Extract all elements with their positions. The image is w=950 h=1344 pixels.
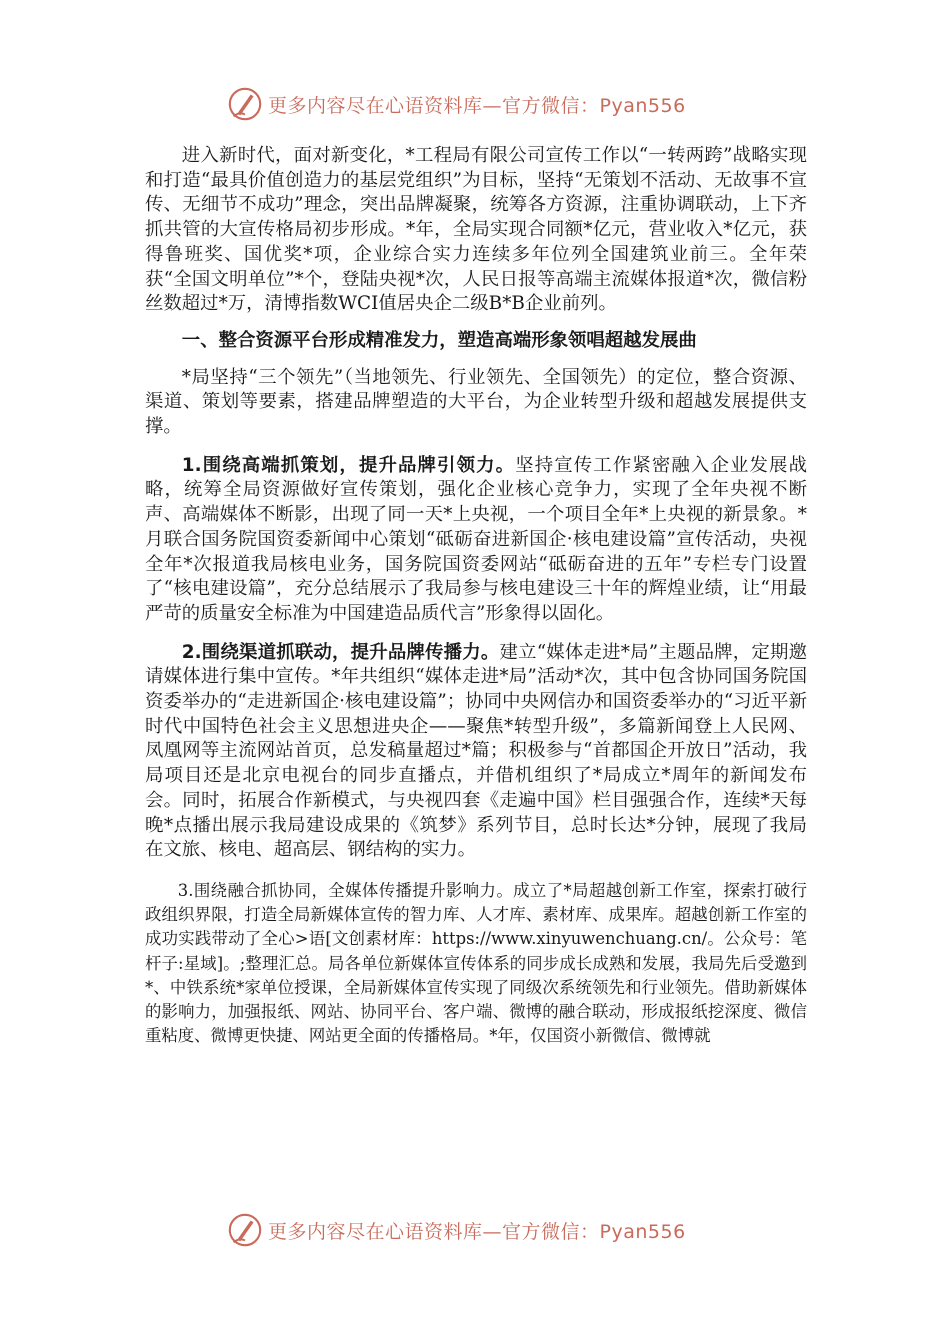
item-1-paragraph (145, 454, 807, 627)
pen-logo-icon (226, 1211, 264, 1249)
watermark-wechat-id: Pyan556 (599, 1220, 686, 1243)
item-2-body: 建立“媒体走进*局”主题品牌，定期邀请媒体进行集中宣传。*年共组织“媒体走进*局”活动*次，其中包含协同国务院国资委举办的“走进新国企·核电建设篇”；协同中央网信办和国资委举办的“习近平新时代中国特色社会主义思想进央企——聚焦*转型升级”，多篇新闻登上人民网、凤凰网等主流网站首页，总发稿量超过*篇；积极参与“首都国企开放日”活动，我局项目还是北京电视台的同步直播点，并借机组织了*局成立*周年的新闻发布会。同时，拓展合作新模式，与央视四套《走遍中国》栏目强强合作，连续*天每晚*点播出展示我局建设成果的《筑梦》系列节目，总时长达*分钟，展现了我局在文旅、核电、超高层、钢结构的实力。 (145, 641, 807, 861)
watermark-footer (226, 1210, 746, 1250)
watermark-text (268, 91, 686, 118)
item-3-paragraph: 3.围绕融合抓协同，全媒体传播提升影响力。成立了*局超越创新工作室，探索打破行政组织界限，打造全局新媒体宣传的智力库、人才库、素材库、成果库。超越创新工作室的成功实践带动了全心>语[文创素材库：https://www.xinyuwenchuang.cn/。公众号：笔杆子:星域]。;整理汇总。局各单位新媒体宣传体系的同步成长成熟和发展，我局先后受邀到*、中铁系统*家单位授课，全局新媒体宣传实现了同级次系统领先和行业领先。借助新媒体的影响力，加强报纸、网站、协同平台、客户端、微博的融合联动，形成报纸挖深度、微信重粘度、微博更快捷、网站更全面的传播格局。*年，仅国资小新微信、微博就 (145, 880, 807, 1046)
item-1-body: 坚持宣传工作紧密融入企业发展战略，统筹全局资源做好宣传策划，强化企业核心竞争力，实现了全年央视不断声、高端媒体不断影，出现了同一天*上央视，一个项目全年*上央视的新景象。*月联合国务院国资委新闻中心策划“砥砺奋进新国企·核电建设篇”宣传活动，央视全年*次报道我局核电业务，国务院国资委网站“砥砺奋进的五年”专栏专门设置了“核电建设篇”，充分总结展示了我局参与核电建设三十年的辉煌业绩，让“用最严苛的质量安全标准为中国建造品质代言”形象得以固化。 (145, 454, 807, 624)
item-2-lead: 2.围绕渠道抓联动，提升品牌传播力。 (181, 641, 500, 663)
section-1-heading: 一、整合资源平台形成精准发力，塑造高端形象领唱超越发展曲 (181, 329, 697, 351)
document-body (145, 144, 807, 1048)
watermark-label: 更多内容尽在心语资料库—官方微信： (268, 1220, 600, 1243)
watermark-header (226, 84, 746, 124)
intro-paragraph: 进入新时代，面对新变化，*工程局有限公司宣传工作以“一转两跨”战略实现和打造“最具价值创造力的基层党组织”为目标，坚持“无策划不活动、无故事不宣传、无细节不成功”理念，突出品牌凝聚，统筹各方资源，注重协调联动，上下齐抓共管的大宣传格局初步形成。*年，全局实现合同额*亿元，营业收入*亿元，获得鲁班奖、国优奖*项，企业综合实力连续多年位列全国建筑业前三。全年荣获“全国文明单位”*个，登陆央视*次，人民日报等高端主流媒体报道*次，微信粉丝数超过*万，清博指数WCI值居央企二级B*B企业前列。 (145, 145, 807, 315)
watermark-text (268, 1217, 686, 1244)
watermark-label: 更多内容尽在心语资料库—官方微信： (268, 94, 600, 117)
watermark-wechat-id: Pyan556 (599, 94, 686, 117)
item-1-lead: 1.围绕高端抓策划，提升品牌引领力。 (181, 454, 516, 476)
pen-logo-icon (226, 85, 264, 123)
item-2-paragraph (145, 641, 807, 863)
section-1-intro: *局坚持“三个领先”（当地领先、行业领先、全国领先）的定位，整合资源、渠道、策划等要素，搭建品牌塑造的大平台，为企业转型升级和超越发展提供支撑。 (145, 366, 807, 438)
